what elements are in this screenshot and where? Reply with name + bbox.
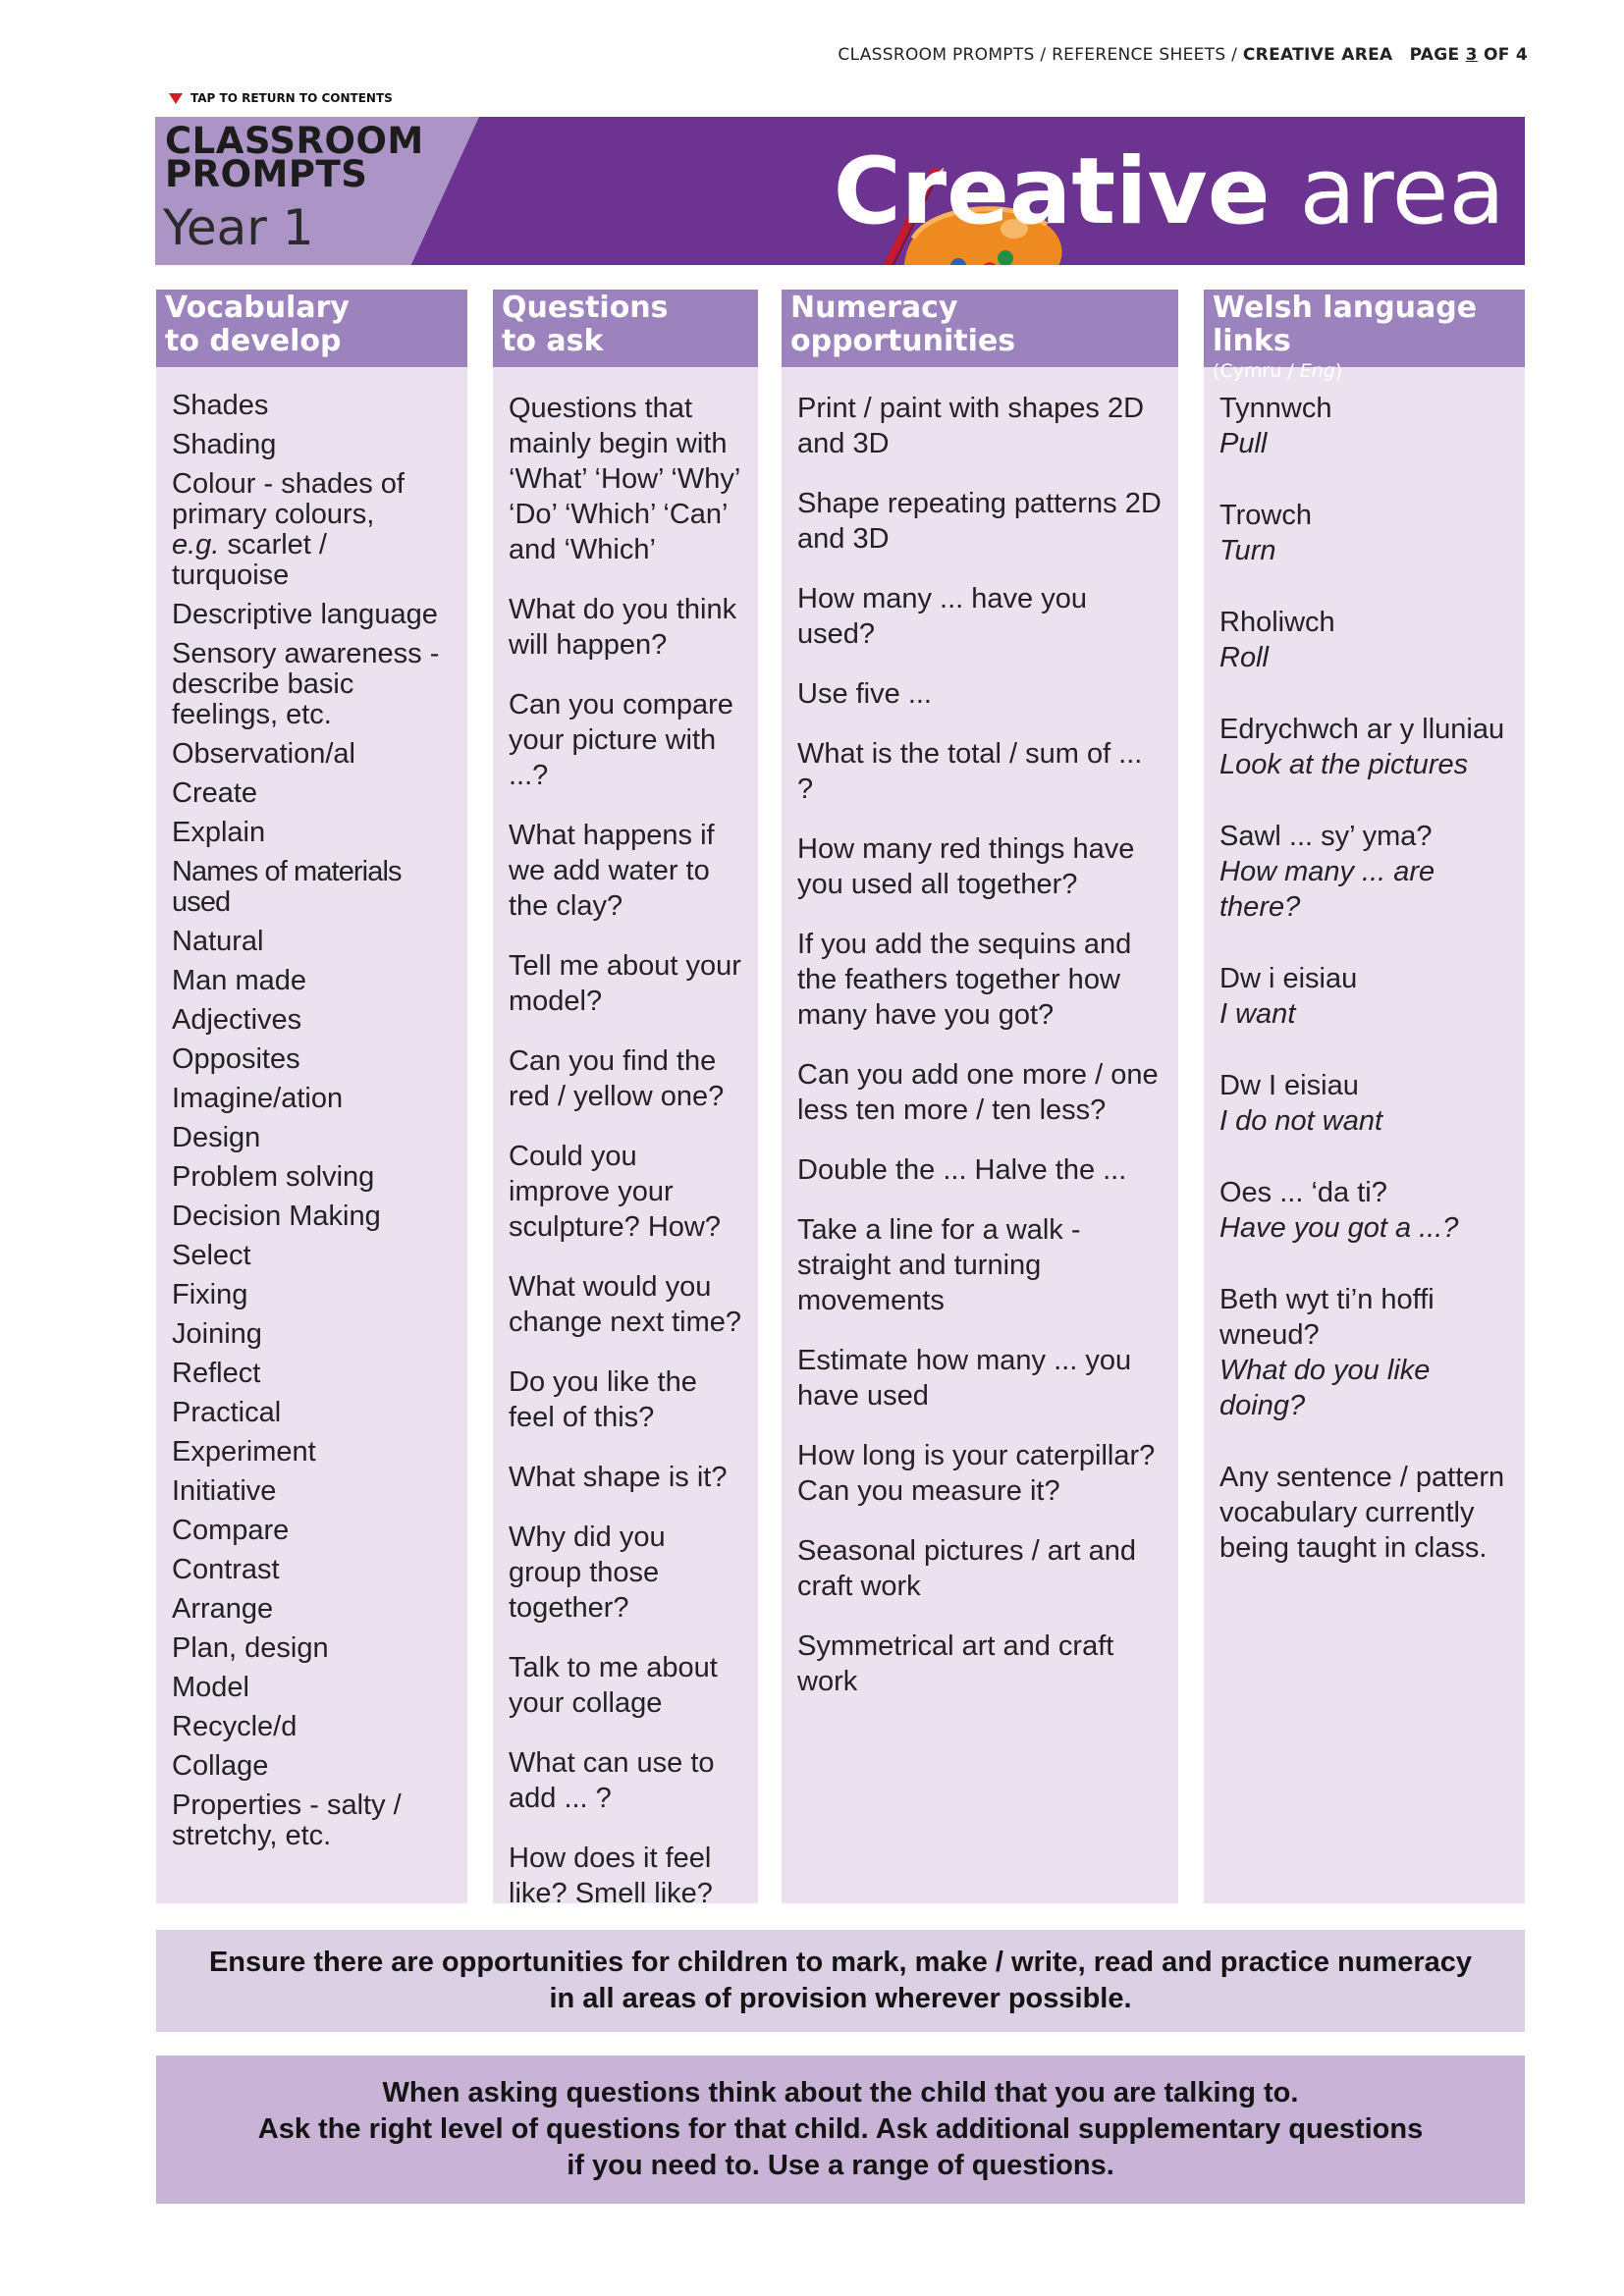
list-item: [1219, 1175, 1509, 1246]
numeracy-notice: [156, 1930, 1525, 2032]
welsh-phrase: Any sentence / pattern vocabulary currently being taught in class.: [1219, 1462, 1505, 1564]
series-title-line2: PROMPTS: [165, 153, 368, 195]
list-item: How many ... have you used?: [797, 583, 1087, 650]
red-triangle-down-icon: [169, 93, 183, 104]
vocabulary-heading-line2: to develop: [165, 324, 342, 358]
english-translation: I do not want: [1219, 1105, 1383, 1137]
list-item: Names of materials used: [172, 856, 402, 918]
list-item: Could you improve your sculpture? How?: [509, 1141, 721, 1243]
list-item: Experiment: [172, 1436, 316, 1468]
list-item: Adjectives: [172, 1004, 302, 1036]
list-item: Estimate how many ... you have used: [797, 1345, 1132, 1412]
welsh-phrase: Oes ... ‘da ti?: [1219, 1177, 1387, 1208]
list-item: [1219, 1460, 1509, 1566]
list-item: Why did you group those together?: [509, 1522, 666, 1624]
list-item: Shading: [172, 429, 277, 460]
breadcrumb: [838, 45, 1528, 65]
page-banner: [155, 117, 1525, 265]
english-translation: What do you like doing?: [1219, 1355, 1431, 1421]
list-item: [1219, 391, 1509, 461]
list-item: [1219, 1282, 1509, 1423]
list-item: Natural: [172, 926, 264, 957]
year-label: Year 1: [163, 199, 314, 256]
list-item: [1219, 605, 1509, 675]
list-item: Fixing: [172, 1279, 248, 1310]
list-item: Design: [172, 1122, 261, 1153]
list-item: Properties - salty / stretchy, etc.: [172, 1789, 402, 1851]
list-item: Initiative: [172, 1475, 277, 1507]
list-item: Do you like the feel of this?: [509, 1366, 697, 1433]
list-item: Create: [172, 777, 258, 809]
vocabulary-list: [156, 367, 467, 1851]
questions-column: [493, 290, 758, 1909]
list-item: Shades: [172, 390, 269, 421]
list-item: Plan, design: [172, 1632, 329, 1664]
notice-line: Ensure there are opportunities for children to mark, make / write, read and practice numeracy: [208, 1947, 1473, 1978]
list-item: Take a line for a walk - straight and turning movements: [797, 1214, 1081, 1316]
welsh-list: [1204, 367, 1525, 1566]
list-item: Compare: [172, 1515, 290, 1546]
list-item: Symmetrical art and craft work: [797, 1630, 1114, 1697]
list-item: Use five ...: [797, 678, 932, 710]
list-item: What is the total / sum of ... ?: [797, 738, 1143, 805]
questions-heading-line1: Questions: [502, 291, 669, 325]
list-item: If you add the sequins and the feathers together how many have you got?: [797, 929, 1132, 1031]
list-item-text: Colour - shades of primary colours,: [172, 468, 405, 530]
vocabulary-column: [156, 290, 467, 1903]
eg-label: e.g.: [172, 529, 220, 561]
english-translation: How many ... are there?: [1219, 856, 1435, 923]
list-item: Imagine/ation: [172, 1083, 344, 1114]
page-current: 3: [1465, 45, 1478, 65]
list-item: Arrange: [172, 1593, 274, 1625]
area-title-bold: Creative: [833, 138, 1271, 245]
list-item: Tell me about your model?: [509, 950, 741, 1017]
welsh-phrase: Rholiwch: [1219, 607, 1335, 638]
english-translation: I want: [1219, 998, 1296, 1030]
list-item: How many red things have you used all together?: [797, 833, 1135, 900]
list-item: Seasonal pictures / art and craft work: [797, 1535, 1136, 1602]
welsh-column: [1204, 290, 1525, 1903]
welsh-phrase: Edrychwch ar y lluniau: [1219, 714, 1505, 745]
breadcrumb-path: CLASSROOM PROMPTS / REFERENCE SHEETS /: [838, 45, 1243, 65]
english-translation: Pull: [1219, 428, 1268, 459]
list-item: [1219, 498, 1509, 568]
list-item: Model: [172, 1672, 249, 1703]
breadcrumb-section: CREATIVE AREA: [1242, 45, 1393, 65]
welsh-heading: [1204, 290, 1525, 382]
return-to-contents-label: TAP TO RETURN TO CONTENTS: [190, 91, 393, 105]
welsh-phrase: Dw I eisiau: [1219, 1070, 1359, 1101]
welsh-sub-eng: Eng: [1299, 360, 1335, 382]
list-item: Recycle/d: [172, 1711, 298, 1742]
english-translation: Look at the pictures: [1219, 749, 1469, 780]
list-item: What do you think will happen?: [509, 594, 737, 661]
list-item: Decision Making: [172, 1201, 381, 1232]
series-title: [165, 120, 424, 195]
welsh-sub-suffix: ): [1334, 360, 1343, 382]
welsh-sub-prefix: (Cymru /: [1213, 360, 1300, 382]
list-item: Can you find the red / yellow one?: [509, 1045, 725, 1112]
questioning-notice: [156, 2056, 1525, 2204]
list-item: How does it feel like? Smell like?: [509, 1842, 713, 1909]
welsh-phrase: Sawl ... sy’ yma?: [1219, 821, 1433, 852]
notice-line: Ask the right level of questions for that child. Ask additional supplementary questions: [257, 2113, 1424, 2145]
notice-line: if you need to. Use a range of questions.: [567, 2150, 1114, 2181]
welsh-phrase: Beth wyt ti’n hoffi wneud?: [1219, 1284, 1435, 1351]
numeracy-column: [782, 290, 1178, 1903]
numeracy-list: [782, 367, 1178, 1699]
vocabulary-heading: [156, 290, 467, 367]
welsh-phrase: Tynnwch: [1219, 393, 1332, 424]
list-item: Collage: [172, 1750, 269, 1782]
list-item: Joining: [172, 1318, 262, 1350]
return-to-contents-link[interactable]: [169, 91, 393, 105]
list-item: What would you change next time?: [509, 1271, 741, 1338]
list-item: What happens if we add water to the clay?: [509, 820, 715, 922]
list-item: Double the ... Halve the ...: [797, 1154, 1127, 1186]
area-title-light: area: [1270, 138, 1505, 245]
list-item: Opposites: [172, 1043, 300, 1075]
questions-heading-line2: to ask: [502, 324, 604, 358]
series-title-line1: CLASSROOM: [165, 120, 424, 162]
area-title: [834, 138, 1505, 246]
list-item: Contrast: [172, 1554, 280, 1585]
list-item: Practical: [172, 1397, 282, 1428]
english-translation: Have you got a ...?: [1219, 1212, 1459, 1244]
notice-line: in all areas of provision wherever possible.: [549, 1983, 1132, 2014]
list-item: [1219, 1068, 1509, 1139]
list-item: Man made: [172, 965, 307, 996]
list-item: Print / paint with shapes 2D and 3D: [797, 393, 1145, 459]
page-label: PAGE: [1409, 45, 1466, 65]
list-item: How long is your caterpillar? Can you measure it?: [797, 1440, 1156, 1507]
list-item: Reflect: [172, 1358, 261, 1389]
list-item: [1219, 819, 1509, 925]
list-item: Can you add one more / one less ten more / ten less?: [797, 1059, 1159, 1126]
vocabulary-heading-line1: Vocabulary: [165, 291, 350, 325]
list-item: Shape repeating patterns 2D and 3D: [797, 488, 1162, 555]
english-translation: Turn: [1219, 535, 1276, 566]
list-item: What can use to add ... ?: [509, 1747, 715, 1814]
list-item: Observation/al: [172, 738, 355, 770]
list-item: Sensory awareness - describe basic feelings, etc.: [172, 638, 440, 730]
list-item: Questions that mainly begin with ‘What’ ‘How’ ‘Why’ ‘Do’ ‘Which’ ‘Can’ and ‘Which’: [509, 393, 740, 565]
list-item: Talk to me about your collage: [509, 1652, 718, 1719]
list-item: Problem solving: [172, 1161, 375, 1193]
list-item: [1219, 712, 1509, 782]
list-item: Descriptive language: [172, 599, 438, 630]
list-item: Can you compare your picture with ...?: [509, 689, 733, 791]
list-item: Explain: [172, 817, 266, 848]
questions-list: [493, 367, 758, 1911]
notice-line: When asking questions think about the child that you are talking to.: [382, 2077, 1299, 2109]
page-total: OF 4: [1477, 45, 1528, 65]
list-item: [1219, 961, 1509, 1032]
welsh-phrase: Dw i eisiau: [1219, 963, 1358, 994]
questions-heading: [493, 290, 758, 367]
welsh-phrase: Trowch: [1219, 500, 1312, 531]
numeracy-heading-text: Numeracy opportunities: [790, 291, 1016, 358]
list-item: Select: [172, 1240, 251, 1271]
list-item: What shape is it?: [509, 1462, 728, 1493]
list-item: [172, 469, 452, 591]
welsh-heading-text: Welsh language links: [1213, 291, 1478, 358]
numeracy-heading: [782, 290, 1178, 367]
english-translation: Roll: [1219, 642, 1269, 673]
list-item-text: scarlet / turquoise: [172, 529, 327, 591]
